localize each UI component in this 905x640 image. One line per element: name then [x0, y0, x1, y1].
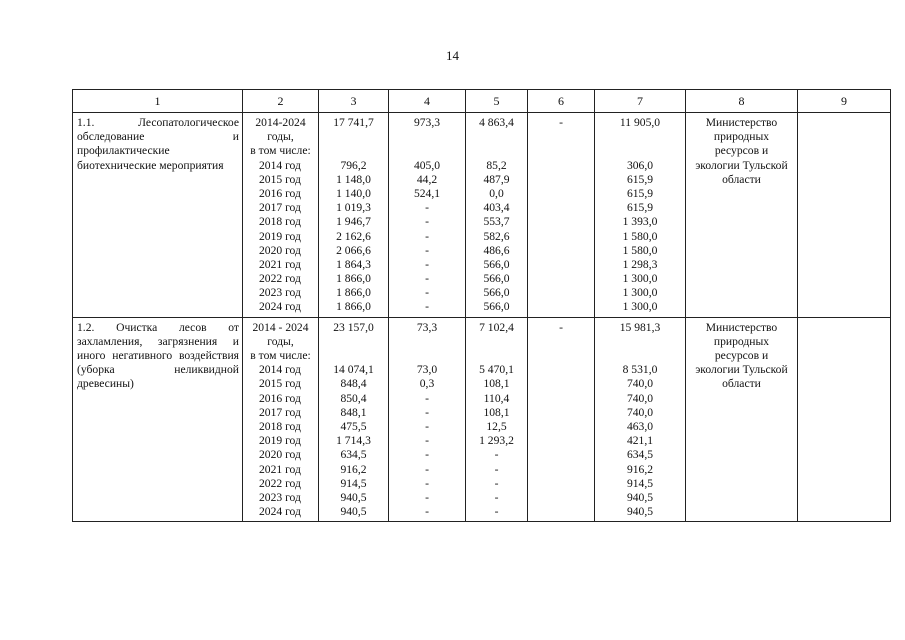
value-col5: -: [494, 462, 499, 476]
value-col3: 1 148,0: [336, 172, 371, 186]
year-label: 2024 год: [259, 505, 301, 519]
value-col7: 615,9: [626, 201, 654, 215]
year-label: 2015 год: [259, 172, 301, 186]
value-col4: -: [425, 462, 429, 476]
value-cell-col4: [389, 113, 466, 318]
value-col3: 1 140,0: [336, 186, 371, 200]
value-col5: [466, 349, 527, 363]
period-cell: [243, 317, 319, 522]
value-col5: 4 863,4: [479, 116, 514, 129]
value-col5: [466, 335, 527, 349]
value-col7: 634,5: [626, 448, 654, 462]
executor-line: ресурсов и: [714, 349, 769, 362]
value-col4: 405,0: [413, 158, 441, 172]
value-col3: 796,2: [340, 158, 367, 172]
value-col5: -: [494, 476, 499, 490]
budget-table: [72, 89, 891, 522]
value-col3: 23 157,0: [333, 320, 374, 334]
value-cell-col7: [595, 317, 686, 522]
header-col-1: 1: [73, 90, 243, 113]
value-col4: 524,1: [413, 186, 441, 200]
value-col7: [595, 335, 685, 349]
value-col5: 486,6: [483, 243, 510, 257]
value-col4: -: [425, 229, 429, 243]
value-col7: 421,1: [626, 434, 654, 448]
value-col5: 566,0: [483, 272, 510, 286]
executor-line: природных: [713, 130, 770, 144]
value-col3: 916,2: [340, 462, 367, 476]
notes-cell: [798, 113, 891, 318]
value-col4: -: [425, 243, 429, 257]
value-col4: -: [425, 419, 429, 433]
year-label: 2017 год: [259, 405, 301, 419]
value-col5: 7 102,4: [479, 320, 514, 334]
value-col4: -: [425, 476, 429, 490]
value-col7: 11 905,0: [619, 116, 661, 129]
value-col5: 566,0: [483, 300, 510, 314]
value-col4: -: [425, 448, 429, 462]
activity-name: 1.1. Лесопатологическое обследование и профилактические биотехнические мероприятия: [77, 116, 239, 172]
value-col7: 8 531,0: [622, 363, 658, 377]
value-col5: [466, 130, 527, 144]
value-col3: 1 714,3: [336, 434, 371, 448]
value-cell-col3: [319, 317, 389, 522]
value-col7: [595, 349, 685, 363]
header-col-3: 3: [319, 90, 389, 113]
value-col3: [319, 144, 388, 158]
value-col5: 5 470,1: [479, 363, 514, 377]
value-col7: 1 580,0: [622, 229, 658, 243]
value-col7: 940,5: [626, 490, 654, 504]
executor-line: области: [722, 172, 761, 186]
value-col7: 1 300,0: [622, 300, 658, 314]
value-col3: 940,5: [340, 505, 367, 519]
year-label: 2020 год: [259, 448, 301, 462]
value-col4: 73,3: [416, 320, 438, 334]
value-col4: -: [425, 257, 429, 271]
value-col3: 940,5: [340, 490, 367, 504]
value-col7: 615,9: [626, 172, 654, 186]
value-col4: -: [425, 300, 429, 314]
value-col4: -: [425, 434, 429, 448]
value-col5: 566,0: [483, 286, 510, 300]
value-col3: 17 741,7: [333, 116, 374, 129]
year-label: 2015 год: [259, 377, 301, 391]
value-col4: [389, 349, 465, 363]
value-col3: 14 074,1: [333, 363, 374, 377]
value-col5: 0,0: [489, 186, 504, 200]
year-label: 2021 год: [259, 462, 301, 476]
year-label: 2023 год: [259, 286, 301, 300]
value-col3: 1 019,3: [336, 201, 371, 215]
value-col3: [319, 335, 388, 349]
period-line: в том числе:: [250, 349, 311, 362]
period-line: 2014 - 2024: [252, 320, 309, 334]
value-col7: 1 300,0: [622, 286, 658, 300]
period-line: 2014-2024: [255, 116, 306, 129]
executor-line: ресурсов и: [714, 144, 769, 158]
header-col-8: 8: [686, 90, 798, 113]
year-label: 2014 год: [259, 363, 301, 377]
header-col-4: 4: [389, 90, 466, 113]
value-col6: -: [559, 320, 563, 334]
period-line: в том числе:: [250, 144, 311, 158]
year-label: 2022 год: [259, 476, 301, 490]
value-col6: -: [559, 116, 563, 129]
header-col-9: 9: [798, 90, 891, 113]
value-col4: [389, 144, 465, 158]
header-col-5: 5: [466, 90, 528, 113]
value-col3: 848,4: [340, 377, 367, 391]
value-col7: 740,0: [626, 405, 654, 419]
year-label: 2017 год: [259, 201, 301, 215]
executor-cell: [686, 317, 798, 522]
value-col7: 615,9: [626, 186, 654, 200]
value-col7: [595, 130, 685, 144]
value-col5: -: [494, 490, 499, 504]
value-col4: -: [425, 272, 429, 286]
value-col7: 1 300,0: [622, 272, 658, 286]
value-col4: [389, 130, 465, 144]
value-col3: 1 866,0: [336, 286, 371, 300]
value-col4: -: [425, 490, 429, 504]
value-col5: 110,4: [483, 391, 510, 405]
value-col3: 1 864,3: [336, 257, 371, 271]
value-col4: -: [425, 505, 429, 519]
value-cell-col7: [595, 113, 686, 318]
value-col7: 306,0: [626, 158, 654, 172]
value-col5: 85,2: [486, 158, 507, 172]
year-label: 2020 год: [259, 243, 301, 257]
year-label: 2023 год: [259, 490, 301, 504]
year-label: 2018 год: [259, 419, 301, 433]
value-col7: 15 981,3: [619, 320, 661, 334]
notes-cell: [798, 317, 891, 522]
executor-line: Министерство: [705, 116, 778, 129]
value-col7: 740,0: [626, 377, 654, 391]
value-col4: -: [425, 391, 429, 405]
value-col3: 914,5: [340, 476, 367, 490]
year-label: 2022 год: [259, 272, 301, 286]
value-col4: -: [425, 405, 429, 419]
period-line: годы,: [267, 334, 294, 348]
value-col3: 1 946,7: [336, 215, 371, 229]
value-col3: 848,1: [340, 405, 367, 419]
executor-line: области: [722, 377, 761, 391]
header-col-7: 7: [595, 90, 686, 113]
executor-line: Министерство: [705, 320, 778, 334]
value-col5: -: [494, 448, 499, 462]
value-col5: 403,4: [483, 201, 510, 215]
value-col7: 1 298,3: [622, 257, 658, 271]
value-col7: 1 580,0: [622, 243, 658, 257]
value-col4: 73,0: [416, 363, 438, 377]
activity-name: 1.2. Очистка лесов от захламления, загрязнения и иного негативного воздействия (уборка неликвидной древесины): [77, 320, 239, 391]
value-col5: 1 293,2: [479, 434, 514, 448]
executor-line: экологии Тульской: [695, 363, 788, 377]
year-label: 2021 год: [259, 257, 301, 271]
value-col5: 487,9: [483, 172, 510, 186]
header-col-6: 6: [528, 90, 595, 113]
value-col3: 1 866,0: [336, 272, 371, 286]
value-col4: -: [425, 201, 429, 215]
value-col7: 940,5: [626, 505, 654, 519]
header-col-2: 2: [243, 90, 319, 113]
table-row: [73, 113, 891, 318]
value-col5: 553,7: [483, 215, 510, 229]
value-col4: 44,2: [416, 172, 438, 186]
value-cell-col4: [389, 317, 466, 522]
value-col3: 1 866,0: [336, 300, 371, 314]
value-cell-col3: [319, 113, 389, 318]
year-label: 2014 год: [259, 158, 301, 172]
value-col3: 475,5: [340, 419, 367, 433]
value-col3: 634,5: [340, 448, 367, 462]
value-col3: 2 162,6: [336, 229, 371, 243]
value-col7: [595, 144, 685, 158]
value-col5: [466, 144, 527, 158]
value-col3: [319, 130, 388, 144]
executor-cell: [686, 113, 798, 318]
value-col5: 108,1: [483, 377, 510, 391]
value-col7: 916,2: [626, 462, 654, 476]
value-col4: [389, 335, 465, 349]
value-cell-col6: [528, 317, 595, 522]
value-col4: 0,3: [419, 377, 435, 391]
value-col4: 973,3: [413, 116, 441, 129]
value-col7: 740,0: [626, 391, 654, 405]
year-label: 2019 год: [259, 229, 301, 243]
year-label: 2024 год: [259, 300, 301, 314]
year-label: 2016 год: [259, 186, 301, 200]
value-col3: 2 066,6: [336, 243, 371, 257]
value-cell-col5: [466, 317, 528, 522]
page-number: 14: [446, 48, 459, 63]
period-cell: [243, 113, 319, 318]
value-col5: -: [494, 505, 499, 519]
executor-line: экологии Тульской: [695, 158, 788, 172]
executor-line: природных: [713, 334, 770, 348]
value-cell-col5: [466, 113, 528, 318]
value-col3: [319, 349, 388, 363]
value-col5: 582,6: [483, 229, 510, 243]
value-col7: 914,5: [626, 476, 654, 490]
header-row: [73, 90, 891, 113]
value-col5: 12,5: [486, 419, 507, 433]
value-cell-col6: [528, 113, 595, 318]
value-col7: 463,0: [626, 419, 654, 433]
year-label: 2018 год: [259, 215, 301, 229]
table-row: [73, 317, 891, 522]
value-col4: -: [425, 286, 429, 300]
year-label: 2016 год: [259, 391, 301, 405]
value-col5: 566,0: [483, 257, 510, 271]
year-label: 2019 год: [259, 434, 301, 448]
value-col7: 1 393,0: [622, 215, 658, 229]
activity-name-cell: [73, 113, 243, 318]
value-col4: -: [425, 215, 429, 229]
value-col3: 850,4: [340, 391, 367, 405]
period-line: годы,: [267, 130, 294, 144]
activity-name-cell: [73, 317, 243, 522]
value-col5: 108,1: [483, 405, 510, 419]
